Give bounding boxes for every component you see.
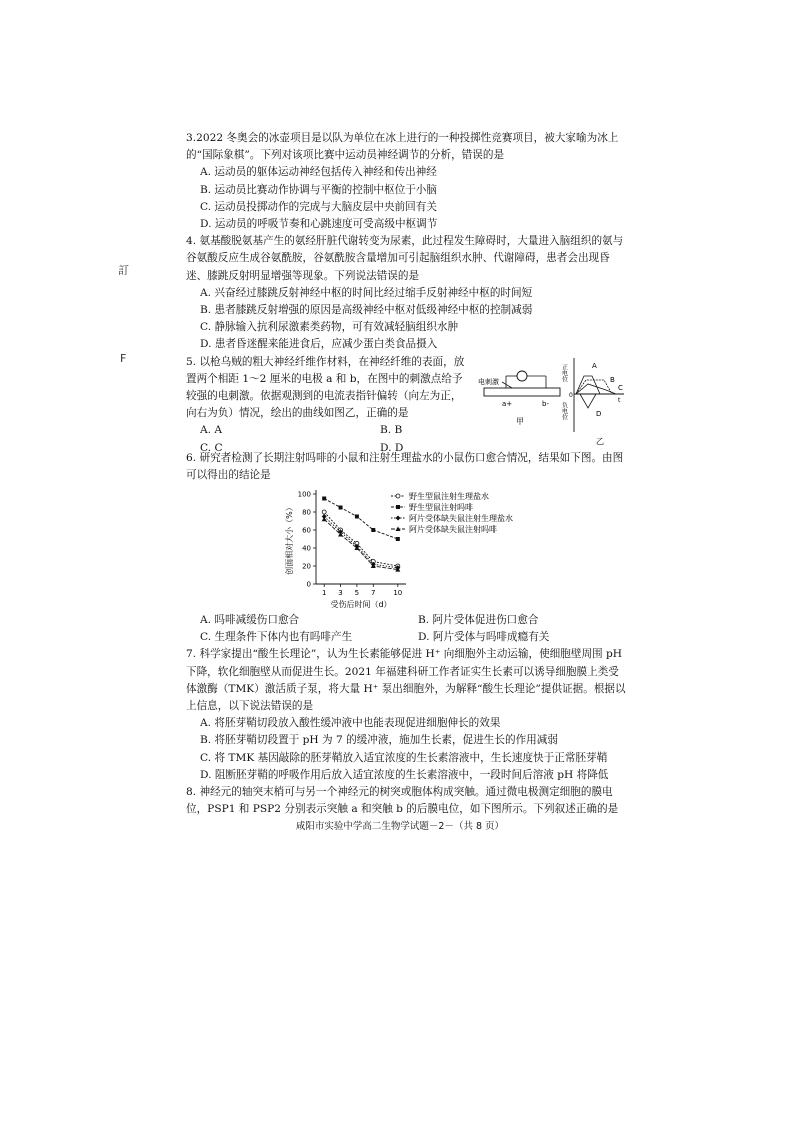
question-5-text [186, 354, 471, 457]
x-tick-label: 1 [321, 589, 327, 598]
y-tick-label: 80 [302, 508, 311, 517]
question-8-stem: 8. 神经元的轴突末梢可与另一个神经元的树突或胞体构成突触。通过微电极测定细胞的膜电位，PSP1 和 PSP2 分别表示突触 a 和突触 b 的后膜电位，如下图所示。下列叙述正确的是 [186, 786, 619, 816]
wound-healing-chart [186, 484, 626, 612]
question-3-option-a: A. 运动员的躯体运动神经包括传入神经和传出神经 [200, 166, 437, 179]
stimulus-arrow [502, 382, 512, 388]
x-axis-label: 受伤后时间（d） [330, 600, 392, 610]
question-6-option-a: A. 吗啡减缓伤口愈合 [200, 614, 300, 627]
question-7 [186, 646, 626, 784]
y-tick-label: 60 [302, 526, 311, 535]
legend-label: 阿片受体缺失鼠注射吗啡 [409, 525, 497, 535]
time-label: t [618, 396, 621, 404]
curve-d [580, 394, 596, 408]
margin-mark: 訂 [118, 264, 129, 277]
question-5 [186, 354, 626, 454]
legend-label: 野生型鼠注射生理盐水 [409, 492, 489, 502]
question-7-option-a: A. 将胚芽鞘切段放入酸性缓冲液中也能表现促进细胞伸长的效果 [200, 717, 501, 730]
y-tick-label: 0 [306, 580, 311, 589]
question-5-option-b: B. B [380, 424, 403, 437]
questions-column [186, 130, 626, 818]
question-5-option-d: D. D [380, 441, 404, 454]
x-tick-label: 3 [338, 589, 343, 598]
question-3 [186, 130, 626, 233]
question-7-option-b: B. 将胚芽鞘切段置于 pH 为 7 的缓冲液，施加生长素，促进生长的作用减弱 [200, 734, 558, 747]
data-point [355, 515, 359, 519]
data-point [322, 517, 327, 522]
electrode-b-label: b- [542, 399, 549, 408]
question-4-option-a: A. 兴奋经过膝跳反射神经中枢的时间比经过缩手反射神经中枢的时间短 [200, 286, 533, 299]
x-tick-label: 5 [354, 589, 360, 598]
x-tick-label: 10 [393, 589, 403, 598]
y-tick-label: 100 [297, 490, 311, 499]
question-6-chart [186, 484, 626, 612]
stimulus-label: 电刺激 [478, 377, 499, 386]
question-6-option-d: D. 阿片受体与吗啡成瘾有关 [418, 631, 550, 644]
question-6-options-row-1 [186, 612, 626, 629]
zero-label: 0 [569, 391, 573, 399]
data-point [396, 494, 400, 498]
electrode-a-label: a+ [502, 399, 513, 408]
data-point [396, 537, 400, 541]
series-line [324, 517, 398, 568]
question-7-option-d: D. 阻断胚芽鞘的呼吸作用后放入适宜浓度的生长素溶液中，一段时间后溶液 pH 将降低 [200, 768, 609, 781]
question-6-options-row-2 [186, 629, 626, 646]
curve-d-label: D [596, 409, 602, 418]
question-5-options-row-1 [186, 422, 471, 439]
data-point [322, 510, 326, 514]
data-point [396, 516, 401, 521]
series-line [324, 499, 398, 540]
curve-c-label: C [618, 383, 623, 392]
margin-mark: F [120, 352, 127, 365]
nerve-fiber [484, 388, 560, 396]
question-6-option-b: B. 阿片受体促进伤口愈合 [418, 614, 539, 627]
question-4-option-d: D. 患者昏迷醒来能进食后，应减少蛋白类食品摄入 [200, 338, 438, 351]
question-4-option-c: C. 静脉输入抗利尿激素类药物，可有效减轻脑组织水肿 [200, 321, 459, 334]
question-3-option-b: B. 运动员比赛动作协调与平衡的控制中枢位于小脑 [200, 183, 437, 196]
y-axis-label: 创面相对大小（%） [285, 503, 294, 575]
question-6-option-c: C. 生理条件下体内也有吗啡产生 [200, 631, 353, 644]
question-5-option-c: C. C [200, 441, 223, 454]
curve-b-label: B [610, 375, 615, 384]
page-footer: 咸阳市实验中学高二生物学试题－2－（共 8 页） [295, 821, 505, 832]
question-3-stem: 3.2022 冬奥会的冰壶项目是以队为单位在冰上进行的一种投掷性竞赛项目，被大家喻为冰上的“国际象棋”。下列对该项比赛中运动员神经调节的分析，错误的是 [186, 132, 619, 162]
question-6 [186, 450, 626, 647]
question-4 [186, 233, 626, 353]
positive-potential-label: 正电位 [560, 363, 568, 382]
question-7-stem: 7. 科学家提出“酸生长理论”，认为生长素能够促进 H⁺ 向细胞外主动运输，使细胞壁周围 pH 下降，软化细胞壁从而促进生长。2021 年福建科研工作者证实生长素可以诱导细胞膜上类受体激酶（TMK）激活质子泵，将大量 H⁺ 泵出细胞外，为解释“酸生长理论”提供证据。根据以上信息，以下说法错误的是 [186, 648, 626, 713]
x-tick-label: 7 [371, 589, 376, 598]
y-tick-label: 20 [302, 562, 311, 571]
curve-a-label: A [592, 361, 597, 370]
figure-jia-label: 甲 [516, 416, 524, 426]
question-4-option-b: B. 患者膝跳反射增强的原因是高级神经中枢对低级神经中枢的控制减弱 [200, 304, 533, 317]
question-7-option-c: C. 将 TMK 基因敲除的胚芽鞘放入适宜浓度的生长素溶液中，生长速度快于正常胚芽鞘 [200, 751, 608, 764]
legend-label: 野生型鼠注射吗啡 [409, 503, 473, 513]
ammeter-icon [517, 371, 527, 381]
question-5-stem: 5. 以枪乌贼的粗大神经纤维作材料，在神经纤维的表面，放置两个相距 1～2 厘米的电极 a 和 b，在图中的刺激点给予较强的电刺激。依据观测到的电流表指针偏转（向左为正，向右为负）情况，绘出的曲线如图乙，正确的是 [186, 355, 465, 420]
question-5-option-a: A. A [200, 424, 223, 437]
question-3-option-d: D. 运动员的呼吸节奏和心跳速度可受高级中枢调节 [200, 218, 438, 231]
data-point [396, 505, 400, 509]
question-5-options-row-2 [186, 440, 471, 457]
question-5-figure [476, 354, 626, 450]
negative-potential-label: 负电位 [560, 401, 568, 420]
data-point [339, 506, 343, 510]
question-3-option-c: C. 运动员投掷动作的完成与大脑皮层中央前回有关 [200, 200, 437, 213]
legend-label: 阿片受体缺失鼠注射生理盐水 [409, 514, 513, 524]
question-4-stem: 4. 氨基酸脱氨基产生的氨经肝脏代谢转变为尿素，此过程发生障碍时，大量进入脑组织的氨与谷氨酸反应生成谷氨酰胺，谷氨酰胺含量增加可引起脑组织水肿、代谢障碍，患者会出现昏迷、膝跳反射明显增强等现象。下列说法错误的是 [186, 235, 624, 282]
data-point [371, 528, 375, 532]
y-tick-label: 40 [302, 544, 311, 553]
question-6-stem: 6. 研究者检测了长期注射吗啡的小鼠和注射生理盐水的小鼠伤口愈合情况，结果如下图。由图可以得出的结论是 [186, 451, 624, 481]
figure-yi-label: 乙 [596, 436, 604, 446]
question-8 [186, 784, 626, 818]
data-point [322, 497, 326, 501]
